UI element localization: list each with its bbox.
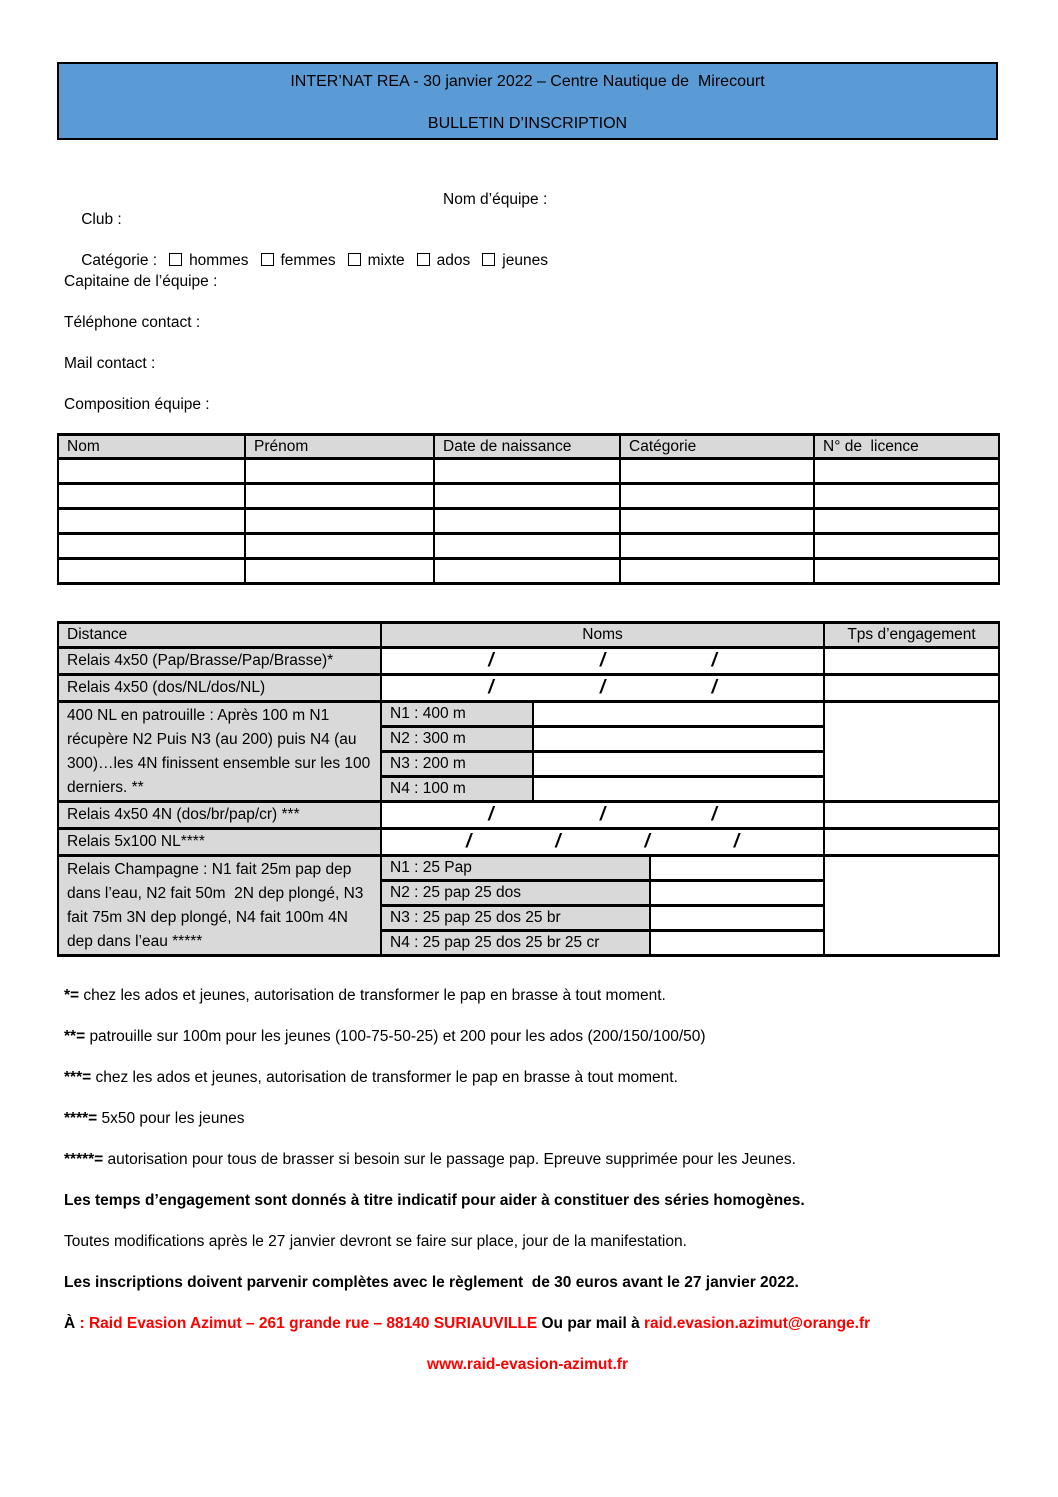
roster-header: Catégorie [620, 435, 814, 459]
note-asterisks: *= [64, 987, 84, 1004]
roster-row [58, 459, 999, 484]
category-option-femmes [261, 252, 336, 269]
roster-header: N° de licence [814, 435, 999, 459]
roster-empty-cell[interactable] [434, 509, 620, 534]
roster-empty-cell[interactable] [814, 484, 999, 509]
form-title: BULLETIN D’INSCRIPTION [427, 115, 628, 132]
roster-empty-cell[interactable] [434, 459, 620, 484]
name-separator-slash: / [465, 831, 472, 852]
roster-empty-cell[interactable] [58, 534, 245, 559]
note-line [64, 1232, 998, 1252]
engagement-time-cell[interactable] [824, 675, 999, 702]
name-separator-slash: / [488, 650, 494, 671]
roster-empty-cell[interactable] [620, 484, 814, 509]
name-separator-slash: / [488, 804, 494, 825]
category-option-hommes [169, 252, 248, 269]
roster-empty-cell[interactable] [58, 559, 245, 584]
mail-label: Mail contact : [64, 355, 156, 372]
checkbox-ados[interactable] [417, 253, 430, 266]
website-link[interactable]: www.raid-evasion-azimut.fr [427, 1356, 628, 1373]
roster-header: Nom [58, 435, 245, 459]
contact-address: : Raid Evasion Azimut – 261 grande rue – 88140 SURIAUVILLE [79, 1315, 542, 1332]
name-separator-slash: / [599, 650, 606, 671]
roster-empty-cell[interactable] [58, 459, 245, 484]
note-asterisks: **= [64, 1028, 90, 1045]
event-title-banner [57, 62, 998, 140]
note-text: patrouille sur 100m pour les jeunes (100-75-50-25) et 200 pour les ados (200/150/100/50) [89, 1028, 706, 1045]
name-separator-slash: / [555, 831, 561, 852]
note-text: autorisation pour tous de brasser si besoin sur le passage pap. Epreuve supprimée pour les Jeunes. [107, 1151, 796, 1168]
roster-empty-cell[interactable] [245, 484, 434, 509]
contact-prefix: À [64, 1315, 80, 1332]
name-separator-slash: / [711, 650, 717, 671]
note-text: Les temps d’engagement sont donnés à titre indicatif pour aider à constituer des séries homogènes. [64, 1192, 805, 1209]
event-row [58, 829, 999, 856]
roster-empty-cell[interactable] [245, 509, 434, 534]
events-header-distance: Distance [58, 623, 381, 648]
category-option-mixte [348, 252, 405, 269]
checkbox-hommes[interactable] [169, 253, 182, 266]
roster-empty-cell[interactable] [434, 559, 620, 584]
category-option-ados [417, 252, 471, 269]
roster-empty-cell[interactable] [58, 509, 245, 534]
event-leg-label: N4 : 25 pap 25 dos 25 br 25 cr [381, 931, 650, 956]
roster-header: Prénom [245, 435, 434, 459]
roster-empty-cell[interactable] [620, 459, 814, 484]
events-header-noms: Noms [381, 623, 824, 648]
leg-name-cell[interactable] [650, 856, 824, 881]
contact-mail-intro: Ou par mail à [541, 1315, 645, 1332]
notes [64, 986, 998, 1314]
events-header-tps: Tps d’engagement [824, 623, 999, 648]
roster-empty-cell[interactable] [245, 459, 434, 484]
team-name-label: Nom d’équipe : [443, 191, 548, 208]
name-separator-slash: / [733, 831, 739, 852]
name-separator-slash: / [599, 677, 606, 698]
event-sub-row [58, 856, 999, 881]
note-text: Les inscriptions doivent parvenir complètes avec le règlement de 30 euros avant le 27 janvier 2022. [64, 1274, 799, 1291]
roster-empty-cell[interactable] [620, 534, 814, 559]
name-separator-slash: / [599, 804, 606, 825]
event-row [58, 675, 999, 702]
category-options [157, 252, 548, 269]
engagement-time-cell[interactable] [824, 829, 999, 856]
roster-empty-cell[interactable] [814, 534, 999, 559]
roster-empty-cell[interactable] [814, 509, 999, 534]
roster-empty-cell[interactable] [434, 484, 620, 509]
note-asterisks: ****= [64, 1110, 102, 1127]
roster-row [58, 509, 999, 534]
contact-line [64, 1314, 998, 1334]
roster-row [58, 484, 999, 509]
leg-name-cell[interactable] [533, 752, 824, 777]
roster-empty-cell[interactable] [814, 559, 999, 584]
event-distance-label: Relais Champagne : N1 fait 25m pap dep dans l’eau, N2 fait 50m 2N dep plongé, N3 fait 75m 3N dep plongé, N4 fait 100m 4N dep dans l’eau ***** [58, 856, 381, 956]
names-cell[interactable] [381, 829, 824, 856]
leg-name-cell[interactable] [533, 727, 824, 752]
events-table [57, 621, 1000, 957]
event-row [58, 648, 999, 675]
note-line [64, 1068, 998, 1088]
roster-empty-cell[interactable] [245, 534, 434, 559]
engagement-time-cell[interactable] [824, 648, 999, 675]
engagement-time-cell[interactable] [824, 856, 999, 956]
leg-name-cell[interactable] [650, 881, 824, 906]
note-text: Toutes modifications après le 27 janvier devront se faire sur place, jour de la manifestation. [64, 1233, 687, 1250]
roster-table [57, 433, 1000, 585]
event-title: INTER’NAT REA - 30 janvier 2022 – Centre Nautique de Mirecourt [290, 73, 765, 90]
roster-empty-cell[interactable] [245, 559, 434, 584]
roster-row [58, 559, 999, 584]
event-leg-label: N3 : 25 pap 25 dos 25 br [381, 906, 650, 931]
event-leg-label: N2 : 25 pap 25 dos [381, 881, 650, 906]
category-option-jeunes [482, 252, 548, 269]
event-distance-label: Relais 4x50 (dos/NL/dos/NL) [58, 675, 381, 702]
event-distance-label: 400 NL en patrouille : Après 100 m N1 récupère N2 Puis N3 (au 200) puis N4 (au 300)…les 4N finissent ensemble sur les 100 derniers. ** [58, 702, 381, 802]
category-option-label: mixte [367, 252, 405, 269]
category-option-label: ados [436, 252, 471, 269]
note-text: 5x50 pour les jeunes [101, 1110, 245, 1127]
leg-name-cell[interactable] [650, 931, 824, 956]
note-line [64, 1150, 998, 1170]
name-separator-slash: / [711, 677, 717, 698]
event-distance-label: Relais 5x100 NL**** [58, 829, 381, 856]
event-leg-label: N1 : 25 Pap [381, 856, 650, 881]
composition-label: Composition équipe : [64, 396, 210, 413]
club-label: Club : [81, 211, 122, 228]
phone-label: Téléphone contact : [64, 314, 201, 331]
category-option-label: hommes [189, 252, 249, 269]
event-leg-label: N3 : 200 m [381, 752, 533, 777]
note-line [64, 1109, 998, 1129]
leg-name-cell[interactable] [533, 702, 824, 727]
contact-email[interactable]: raid.evasion.azimut@orange.fr [644, 1315, 871, 1332]
roster-row [58, 534, 999, 559]
roster-empty-cell[interactable] [434, 534, 620, 559]
note-line [64, 1191, 998, 1211]
note-text: chez les ados et jeunes, autorisation de transformer le pap en brasse à tout moment. [95, 1069, 678, 1086]
engagement-time-cell[interactable] [824, 702, 999, 802]
leg-name-cell[interactable] [533, 777, 824, 802]
names-cell[interactable] [381, 648, 824, 675]
event-distance-label: Relais 4x50 4N (dos/br/pap/cr) *** [58, 802, 381, 829]
engagement-time-cell[interactable] [824, 802, 999, 829]
event-leg-label: N1 : 400 m [381, 702, 533, 727]
roster-empty-cell[interactable] [620, 559, 814, 584]
category-option-label: jeunes [502, 252, 548, 269]
checkbox-femmes[interactable] [261, 253, 274, 266]
captain-label: Capitaine de l’équipe : [64, 273, 218, 290]
note-asterisks: ***= [64, 1069, 96, 1086]
names-cell[interactable] [381, 802, 824, 829]
event-leg-label: N4 : 100 m [381, 777, 533, 802]
name-separator-slash: / [488, 677, 494, 698]
note-text: chez les ados et jeunes, autorisation de transformer le pap en brasse à tout moment. [83, 987, 666, 1004]
event-distance-label: Relais 4x50 (Pap/Brasse/Pap/Brasse)* [58, 648, 381, 675]
category-option-label: femmes [280, 252, 336, 269]
note-line [64, 1273, 998, 1293]
note-asterisks: *****= [64, 1151, 108, 1168]
roster-empty-cell[interactable] [58, 484, 245, 509]
event-row [58, 802, 999, 829]
roster-empty-cell[interactable] [814, 459, 999, 484]
note-line [64, 986, 998, 1006]
event-sub-row [58, 702, 999, 727]
name-separator-slash: / [711, 804, 717, 825]
leg-name-cell[interactable] [650, 906, 824, 931]
name-separator-slash: / [644, 831, 650, 852]
names-cell[interactable] [381, 675, 824, 702]
category-label: Catégorie : [81, 252, 158, 269]
checkbox-mixte[interactable] [348, 253, 361, 266]
event-leg-label: N2 : 300 m [381, 727, 533, 752]
checkbox-jeunes[interactable] [482, 253, 495, 266]
roster-empty-cell[interactable] [620, 509, 814, 534]
roster-header: Date de naissance [434, 435, 620, 459]
note-line [64, 1027, 998, 1047]
